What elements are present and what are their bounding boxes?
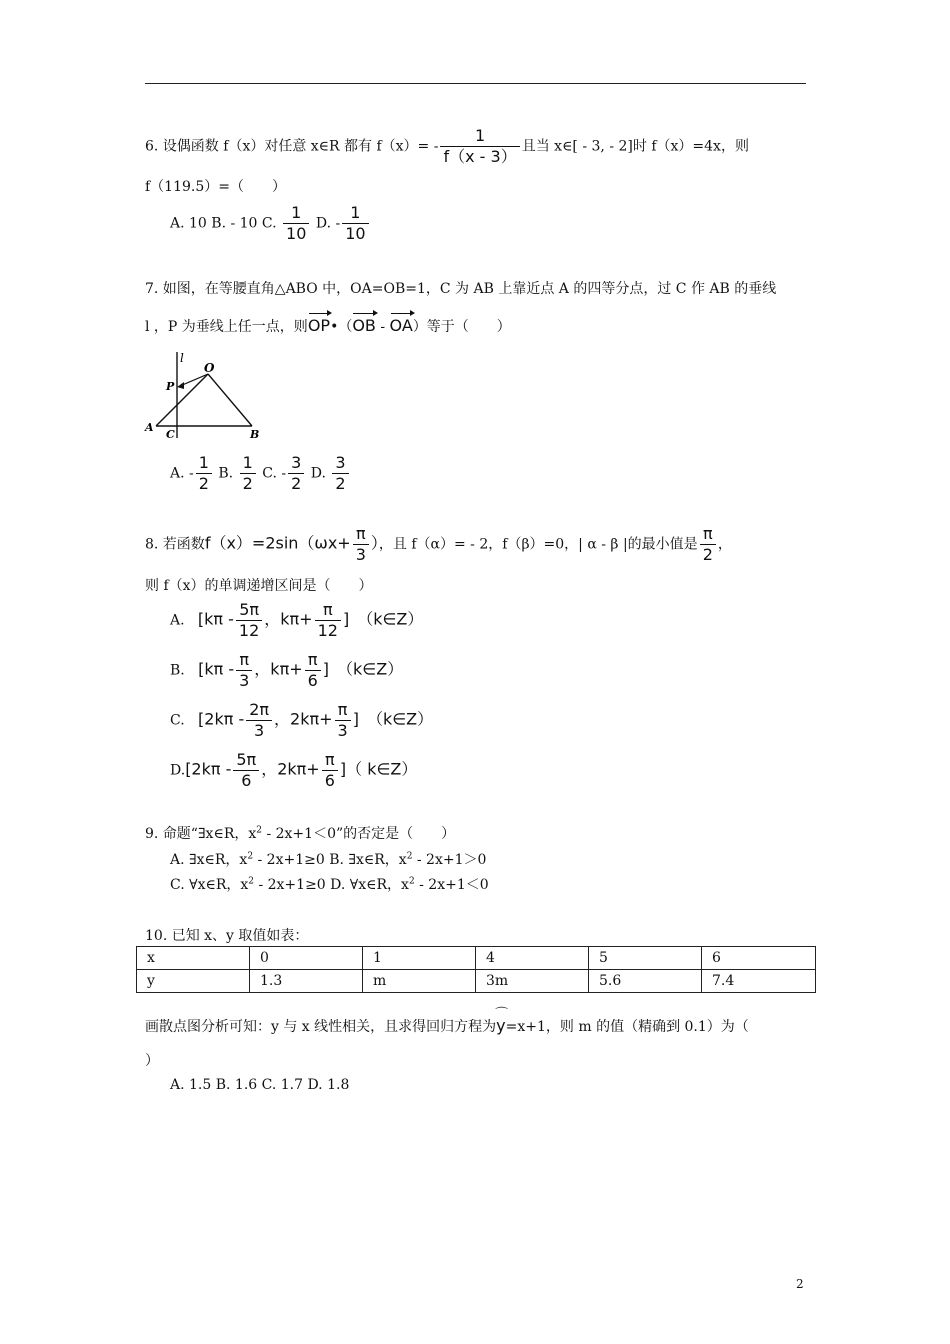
q6-line2: f（119.5）=（ ） (145, 179, 286, 195)
q8-b-frac2: $\frac{\pi}{6}$ (305, 650, 321, 691)
xy-value-table (136, 946, 816, 993)
table-cell: 5 (589, 947, 702, 970)
table-cell: 1 (363, 947, 476, 970)
q8-c-frac2: $\frac{\pi}{3}$ (335, 700, 351, 741)
q7-option-b-fraction: $\frac{1}{2}$ (240, 453, 256, 494)
y-hat: ⌒ y (496, 1016, 505, 1035)
table-cell: x (137, 947, 250, 970)
table-cell: y (137, 970, 250, 993)
q9-line1: 9. 命题“∃x∈R，$x^2 - 2x+1<0$”的否定是（ ） (145, 825, 456, 842)
triangle-figure (140, 348, 270, 440)
table-cell: 1.3 (250, 970, 363, 993)
q8-phase-fraction: $\frac{\pi}{3}$ (353, 524, 369, 565)
q7-option-d-fraction: $\frac{3}{2}$ (332, 453, 348, 494)
table-cell: 3m (476, 970, 589, 993)
q10-line2: 画散点图分析可知：y 与 x 线性相关，且求得回归方程为⌒ y=x+1，则 m 的值（精确到 0.1）为（ (145, 1016, 749, 1036)
q8-function: f（x）=2sin（ωx+ (204, 533, 351, 553)
label-l: l (180, 351, 184, 365)
vector-op-arrowhead (177, 382, 184, 389)
label-p: P (166, 380, 175, 393)
q6-frac-den: f（x - 3） (440, 146, 519, 167)
label-b: B (250, 428, 260, 440)
q6-text-a: 6. 设偶函数 f（x）对任意 x∈R 都有 f（x）= - (145, 138, 439, 155)
q7-options: A. - $\frac{1}{2}$ B. $\frac{1}{2}$ C. - $\frac{3}{2}$ D. $\frac{3}{2}$ (170, 453, 351, 494)
q10-line3: ） (145, 1053, 159, 1069)
q10-options: A. 1.5 B. 1.6 C. 1.7 D. 1.8 (170, 1077, 350, 1093)
q6-line1 (145, 126, 749, 167)
q9-options-ab: A. ∃x∈R，$x^2 - 2x+1\ge 0$ B. ∃x∈R，$x^2 - 2x+1>0$ (170, 851, 487, 868)
q8-c-frac1: $\frac{2\pi}{3}$ (246, 700, 272, 741)
q6-frac-num: 1 (475, 126, 486, 145)
q8-d-frac1: $\frac{5\pi}{6}$ (233, 750, 259, 791)
q6-option-c-fraction: $\frac{1}{10}$ (283, 203, 309, 244)
header-rule (145, 83, 806, 84)
q7-line2: l ，P 为垂线上任一点，则OP•（OB - OA）等于（ ） (145, 313, 511, 336)
q8-option-d: D.[2kπ - $\frac{5\pi}{6}$ ，2kπ+ $\frac{\pi}{6}$ ]（ k∈Z） (170, 750, 418, 790)
vector-ob: OB (352, 313, 376, 335)
q6-option-d-label: D. - (315, 215, 341, 232)
table-row (137, 970, 816, 993)
q8-b-frac1: $\frac{\pi}{3}$ (236, 650, 252, 691)
vector-op-segment (180, 374, 208, 386)
table-cell: 6 (702, 947, 816, 970)
q8-a-frac1: $\frac{5\pi}{12}$ (236, 600, 262, 641)
q10-title: 10. 已知 x、y 取值如表： (145, 928, 309, 944)
q6-option-d-fraction: $\frac{1}{10}$ (342, 203, 368, 244)
vector-op: OP (308, 313, 330, 335)
label-o: O (204, 361, 215, 375)
table-cell: 0 (250, 947, 363, 970)
segment-ao (156, 374, 208, 426)
label-c: C (166, 428, 175, 440)
q8-a-frac2: $\frac{\pi}{12}$ (315, 600, 341, 641)
q8-min-fraction: $\frac{\pi}{2}$ (700, 524, 716, 565)
label-a: A (145, 421, 154, 434)
q8-option-a: A. [kπ - $\frac{5\pi}{12}$ ，kπ+ $\frac{\pi}{12}$ ] （k∈Z） (170, 600, 424, 640)
q9-options-cd: C. ∀x∈R，$x^2 - 2x+1\ge 0$ D. ∀x∈R，$x^2 - 2x+1<0$ (170, 876, 489, 893)
q8-option-b: B. [kπ - $\frac{\pi}{3}$ ，kπ+ $\frac{\pi}{6}$ ] （k∈Z） (170, 650, 404, 690)
q6-text-b: 且当 x∈[ - 3, - 2]时 f（x）=4x，则 (521, 138, 749, 155)
vector-oa: OA (390, 313, 413, 335)
q7-option-a-fraction: $\frac{1}{2}$ (196, 453, 212, 494)
table-cell: 5.6 (589, 970, 702, 993)
q7-line1: 7. 如图，在等腰直角△ABO 中，OA=OB=1，C 为 AB 上靠近点 A 的四等分点，过 C 作 AB 的垂线 (145, 281, 777, 297)
q6-option-ab: A. 10 B. - 10 C. (170, 215, 277, 232)
table-cell: 4 (476, 947, 589, 970)
q8-d-frac2: $\frac{\pi}{6}$ (322, 750, 338, 791)
table-cell: m (363, 970, 476, 993)
q8-option-c: C. [2kπ - $\frac{2\pi}{3}$ ，2kπ+ $\frac{\pi}{3}$ ] （k∈Z） (170, 700, 434, 740)
table-cell: 7.4 (702, 970, 816, 993)
table-row (137, 947, 816, 970)
segment-ob (208, 374, 252, 426)
q8-line1: 8. 若函数f（x）=2sin（ωx+ $\frac{\pi}{3}$ ），且 f（α）= - 2，f（β）=0，| α - β |的最小值是 $\frac{\pi}{2}$ ， (145, 524, 732, 564)
q6-options (170, 203, 371, 244)
q8-line2: 则 f（x）的单调递增区间是（ ） (145, 578, 373, 594)
page-number: 2 (796, 1277, 804, 1291)
q6-fraction (440, 126, 519, 167)
q7-option-c-fraction: $\frac{3}{2}$ (288, 453, 304, 494)
